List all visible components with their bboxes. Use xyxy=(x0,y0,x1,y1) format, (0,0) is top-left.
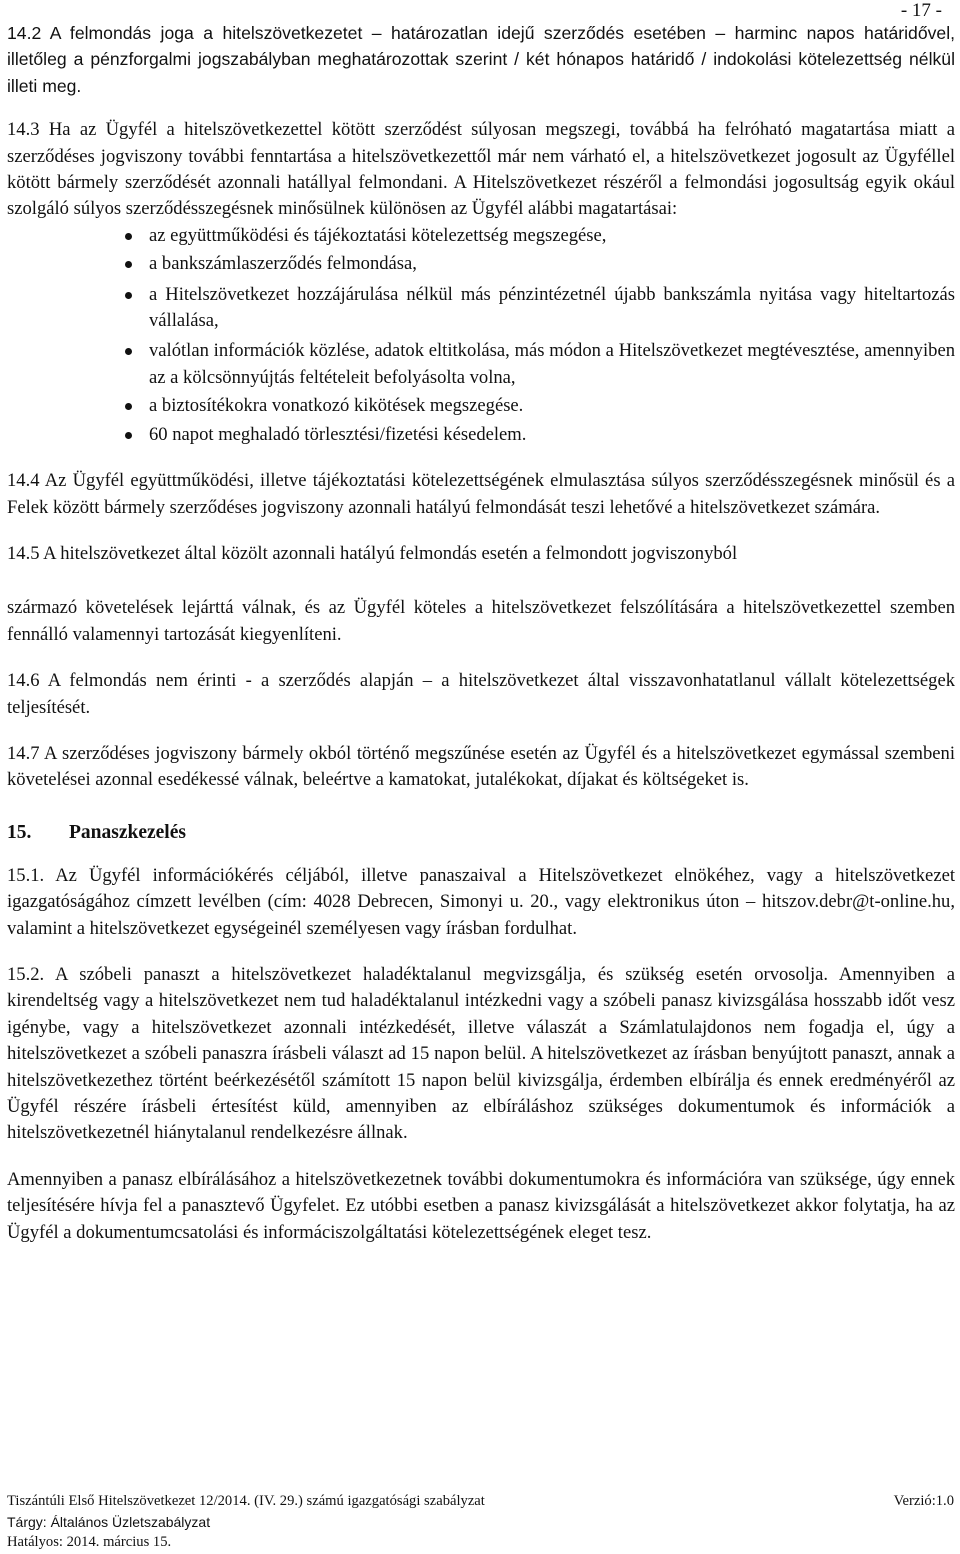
paragraph-15-1: 15.1. Az Ügyfél információkérés céljából, illetve panaszaival a Hitelszövetkezet elnökéhez, vagy a hitelszövetkezet igazgatóságához címzett levélben (cím: 4028 Debrecen, Simonyi u. 20., vagy elektronikus úton – hitszov.debr@t-online.hu, valamint a hitelszövetkezet egységeinél személyesen vagy írásban fordulhat. xyxy=(7,864,955,939)
paragraph-14-5-part1: 14.5 A hitelszövetkezet által közölt azonnali hatályú felmondás esetén a felmondott jogviszonyból xyxy=(7,542,738,564)
list-item: 60 napot meghaladó törlesztési/fizetési késedelem. xyxy=(7,422,955,448)
footer-version: Verzió:1.0 xyxy=(893,1493,954,1509)
footer-regulation: Tiszántúli Első Hitelszövetkezet 12/2014. (IV. 29.) számú igazgatósági szabályzat xyxy=(7,1493,485,1509)
paragraph-14-3: 14.3 Ha az Ügyfél a hitelszövetkezettel kötött szerződést súlyosan megszegi, továbbá ha felróható magatartása miatt a szerződéses jogviszony további fenntartása a hitelszövetkezettől már nem várható el, a hitelszövetkezet jogosult az Ügyféllel kötött bármely szerződését azonnali hatállyal felmondani. A Hitelszövetkezet részéről a felmondási jogosultság egyik okául szolgáló súlyos szerződésszegésnek minősülnek különösen az Ügyfél alábbi magatartásai: xyxy=(7,119,955,220)
list-item: a Hitelszövetkezet hozzájárulása nélkül más pénzintézetnél újabb bankszámla nyitása vagy hiteltartozás vállalása, xyxy=(7,282,955,335)
document-body xyxy=(7,20,955,1246)
list-item: az együttműködési és tájékoztatási kötelezettség megszegése, xyxy=(7,223,955,249)
bullet-icon xyxy=(125,261,132,268)
paragraph-15-3: Amennyiben a panasz elbírálásához a hitelszövetkezetnek további dokumentumokra és információra van szüksége, úgy ennek teljesítésére hívja fel a panasztevő Ügyfelet. Ez utóbbi esetben a panasz kivizsgálását a hitelszövetkezet akkor folytatja, ha az Ügyfél a dokumentumcsatolási és informáciszolgáltatási kötelezettségének eleget tesz. xyxy=(7,1168,955,1243)
paragraph-14-4: 14.4 Az Ügyfél együttműködési, illetve tájékoztatási kötelezettségének elmulasztása súlyos szerződésszegésnek minősül és a Felek között bármely szerződéses jogviszony azonnali hatályú felmondását teszi lehetővé a hitelszövetkezet számára. xyxy=(7,470,955,518)
paragraph-14-6: 14.6 A felmondás nem érinti - a szerződés alapján – a hitelszövetkezet által visszavonhatatlanul vállalt kötelezettségek teljesítését. xyxy=(7,670,955,718)
page-footer xyxy=(7,1491,954,1553)
paragraph-14-7: 14.7 A szerződéses jogviszony bármely okból történő megszűnése esetén az Ügyfél és a hitelszövetkezet egymással szembeni követelései azonnal esedékessé válnak, beleértve a kamatokat, jutalékokat, díjakat és költségeket is. xyxy=(7,742,955,791)
paragraph-14-2: 14.2 A felmondás joga a hitelszövetkezetet – határozatlan idejű szerződés esetében – harminc napos határidővel, illetőleg a pénzforgalmi jogszabályban meghatározottak szerint / két hónapos határidő / indokolási kötelezettség nélkül illeti meg. xyxy=(7,23,955,96)
paragraph-14-5-part2: származó követelések lejárttá válnak, és az Ügyfél köteles a hitelszövetkezet felszólítására a hitelszövetkezettel szemben fennálló valamennyi tartozását kiegyenlíteni. xyxy=(7,597,955,645)
paragraph-15-2: 15.2. A szóbeli panaszt a hitelszövetkezet haladéktalanul megvizsgálja, és szükség esetén orvosolja. Amennyiben a kirendeltség vagy a hitelszövetkezet nem tud haladéktalanul intézkedni vagy a szóbeli panasz kivizsgálása hosszabb időt vesz igénybe, vagy a hitelszövetkezet azonnali intézkedését, illetve válaszát a Számlatulajdonos nem fogadja el, úgy a hitelszövetkezet a szóbeli panaszra írásbeli választ ad 15 napon belül. A hitelszövetkezet az írásban benyújtott panaszt, annak a hitelszövetkezethez történt beérkezésétől számított 15 napon belül kivizsgálja, érdemben elbírálja és ennek eredményéről az Ügyfél részére írásbeli értesítést küld, amennyiben az elbíráláshoz szükséges dokumentumok és információk a hitelszövetkezetnél hiánytalanul rendelkezésre állnak. xyxy=(7,963,955,1144)
page-number: - 17 - xyxy=(900,0,942,21)
list-item: a bankszámlaszerződés felmondása, xyxy=(7,251,955,277)
footer-subject: Tárgy: Általános Üzletszabályzat xyxy=(7,1513,211,1530)
bullet-icon xyxy=(125,233,132,240)
bullet-icon xyxy=(125,432,132,439)
list-item: valótlan információk közlése, adatok eltitkolása, más módon a Hitelszövetkezet megtévesztése, amennyiben az a kölcsönnyújtás feltételeit befolyásolta volna, xyxy=(7,338,955,391)
section-title: Panaszkezelés xyxy=(69,821,186,843)
bullet-list-14-3 xyxy=(7,223,955,448)
section-number: 15. xyxy=(7,821,32,843)
section-heading-15 xyxy=(7,819,955,847)
bullet-icon xyxy=(125,292,132,299)
list-item: a biztosítékokra vonatkozó kikötések megszegése. xyxy=(7,393,955,419)
footer-effective-date: Hatályos: 2014. március 15. xyxy=(7,1534,172,1550)
bullet-icon xyxy=(125,403,132,410)
bullet-icon xyxy=(125,348,132,355)
